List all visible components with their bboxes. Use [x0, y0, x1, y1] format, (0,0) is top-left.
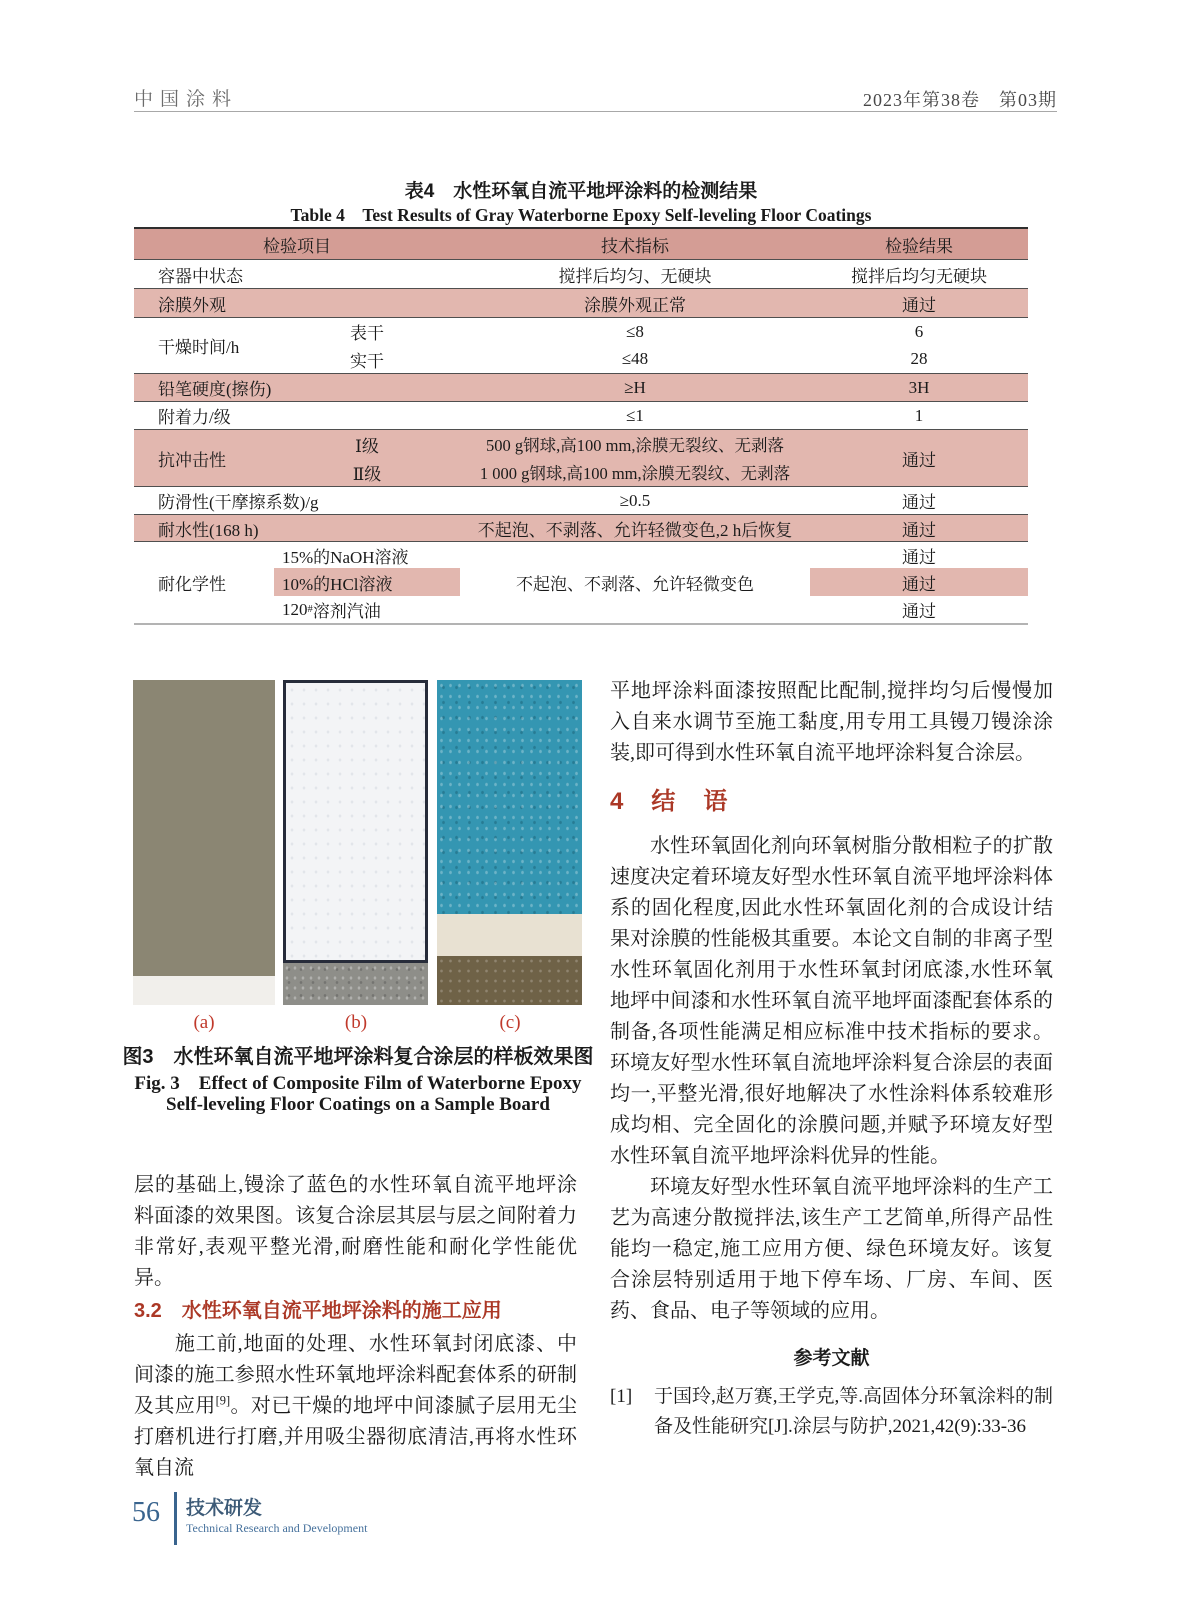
- right-paragraph-1: 水性环氧固化剂向环氧树脂分散相粒子的扩散速度决定着环境友好型水性环氧自流平地坪涂料体系的固化程度,因此水性环氧固化剂的合成设计结果对涂膜的性能极其重要。本论文自制的非离子型水性环氧固化剂用于水性环氧封闭底漆,水性环氧地坪中间漆和水性环氧自流平地坪面漆配套体系的制备,各项性能满足相应标准中技术指标的要求。环境友好型水性环氧自流地坪涂料复合涂层的表面均一,平整光滑,很好地解决了水性涂料体系较难形成均相、完全固化的涂膜问题,并赋予环境友好型水性环氧自流平地坪涂料优异的性能。: [610, 835, 1053, 1167]
- figure-caption-en-line2: Self-leveling Floor Coatings on a Sample Board: [166, 1094, 550, 1115]
- header-rule: [134, 111, 1057, 112]
- row-container-item: 容器中状态: [134, 259, 460, 288]
- row-chemical-result2: 通过: [810, 568, 1028, 596]
- row-container-spec: 搅拌后均匀、无硬块: [460, 259, 810, 288]
- right-paragraph-0: 平地坪涂料面漆按照配比配制,搅拌均匀后慢慢加入自来水调节至施工黏度,用专用工具镘刀镘涂涂装,即可得到水性环氧自流平地坪涂料复合涂层。: [610, 680, 1053, 764]
- right-column: [610, 676, 1053, 1442]
- col-header-result: 检验结果: [810, 229, 1028, 259]
- row-dry-result2: 28: [910, 349, 928, 368]
- row-pencil-item: 铅笔硬度(擦伤): [134, 373, 460, 401]
- section-heading-4: 4 结 语: [610, 788, 730, 815]
- issue-info: 2023年第38卷 第03期: [863, 90, 1057, 110]
- figure-caption-cn: 图3 水性环氧自流平地坪涂料复合涂层的样板效果图: [122, 1046, 594, 1068]
- sample-photo-a: [133, 680, 275, 1005]
- footer-divider: [174, 1492, 177, 1545]
- row-film-result: 通过: [810, 288, 1028, 317]
- row-chemical-sub1: 15%的NaOH溶液: [274, 541, 460, 568]
- row-chemical-result1: 通过: [810, 541, 1028, 568]
- left-paragraph-2: 施工前,地面的处理、水性环氧封闭底漆、中间漆的施工参照水性环氧地坪涂料配套体系的研制及其应用[9]。对已干燥的地坪中间漆腻子层用无尘打磨机进行打磨,并用吸尘器彻底清洁,再将水性环氧自流: [134, 1333, 578, 1479]
- row-water-item: 耐水性(168 h): [134, 514, 460, 541]
- col-header-item: 检验项目: [134, 229, 460, 259]
- figure-sample-boards: [133, 680, 582, 1005]
- row-antislip-item: 防滑性(干摩擦系数)/g: [134, 486, 460, 514]
- section-heading-3-2: 3.2 水性环氧自流平地坪涂料的施工应用: [134, 1300, 502, 1322]
- row-water-spec: 不起泡、不剥落、允许轻微变色,2 h后恢复: [460, 514, 810, 541]
- citation-9: [9]: [215, 1393, 231, 1408]
- photo-c-midcoat: [437, 914, 582, 956]
- row-dry-sub2: 实干: [350, 351, 384, 371]
- row-film-item: 涂膜外观: [134, 288, 460, 317]
- row-chemical-sub3: 120 # 溶剂汽油: [282, 599, 381, 621]
- row-impact-result: 通过: [810, 429, 1028, 486]
- row-pencil-spec: ≥H: [460, 373, 810, 401]
- journal-name: 中国涂料: [134, 89, 239, 110]
- footer-section-title-cn: 技术研发: [186, 1498, 263, 1519]
- row-pencil-result: 3H: [810, 373, 1028, 401]
- photo-label-c: (c): [499, 1012, 521, 1033]
- sample-photo-b: [283, 680, 428, 1005]
- sample-photo-c: [437, 680, 582, 1005]
- table-title-en: Table 4 Test Results of Gray Waterborne Epoxy Self-leveling Floor Coatings: [290, 205, 872, 225]
- page-number: 56: [132, 1497, 160, 1528]
- photo-label-a: (a): [193, 1012, 215, 1033]
- row-dry-sub1: 表干: [274, 317, 460, 345]
- row-chemical-spec: 不起泡、不剥落、允许轻微变色: [460, 541, 810, 623]
- row-impact-sub1: Ⅰ级: [274, 429, 460, 458]
- row-dry-item: 干燥时间/h: [134, 317, 274, 373]
- row-chemical-result3: 通过: [902, 602, 936, 621]
- photo-a-backdrop: [133, 976, 275, 1005]
- photo-b-white-board: [283, 680, 428, 963]
- photo-c-topcoat: [437, 680, 582, 914]
- reference-1-text: 于国玲,赵万赛,王学克,等.高固体分环氧涂料的制备及性能研究[J].涂层与防护,2021,42(9):33-36: [654, 1386, 1054, 1437]
- left-column: [134, 1170, 577, 1484]
- row-impact-spec2: 1 000 g钢球,高100 mm,涂膜无裂纹、无剥落: [460, 458, 810, 486]
- row-dry-spec2: ≤48: [621, 349, 649, 368]
- photo-b-concrete-strip: [283, 963, 428, 1005]
- row-container-result: 搅拌后均匀无硬块: [810, 259, 1028, 288]
- results-table: [134, 227, 1028, 625]
- reference-1-label: [1]: [610, 1386, 633, 1407]
- photo-label-b: (b): [344, 1012, 368, 1033]
- table-title-cn: 表4 水性环氧自流平地坪涂料的检测结果: [404, 181, 758, 202]
- row-adhesion-item: 附着力/级: [134, 401, 460, 429]
- row-adhesion-spec: ≤1: [460, 401, 810, 429]
- row-chemical-item: 耐化学性: [134, 541, 274, 623]
- photo-c-substrate: [437, 956, 582, 1005]
- reference-item-1: [610, 1382, 1053, 1442]
- row-adhesion-result: 1: [810, 401, 1028, 429]
- row-impact-spec1: 500 g钢球,高100 mm,涂膜无裂纹、无剥落: [460, 429, 810, 458]
- row-dry-result1: 6: [810, 317, 1028, 345]
- row-impact-item: 抗冲击性: [134, 429, 274, 486]
- figure-caption-en-line1: Fig. 3 Effect of Composite Film of Waterborne Epoxy: [134, 1073, 582, 1094]
- references-heading: 参考文献: [793, 1348, 870, 1369]
- row-antislip-spec: ≥0.5: [460, 486, 810, 514]
- row-chemical-sub2: 10%的HCl溶液: [274, 568, 460, 596]
- row-water-result: 通过: [810, 514, 1028, 541]
- footer-section-title-en: Technical Research and Development: [186, 1521, 368, 1535]
- row-dry-spec1: ≤8: [460, 317, 810, 345]
- row-film-spec: 涂膜外观正常: [460, 288, 810, 317]
- left-paragraph-1: 层的基础上,镘涂了蓝色的水性环氧自流平地坪涂料面漆的效果图。该复合涂层其层与层之间附着力非常好,表观平整光滑,耐磨性能和耐化学性能优异。: [134, 1174, 577, 1289]
- right-paragraph-2: 环境友好型水性环氧自流平地坪涂料的生产工艺为高速分散搅拌法,该生产工艺简单,所得产品性能均一稳定,施工应用方便、绿色环境友好。该复合涂层特别适用于地下停车场、厂房、车间、医药、食品、电子等领域的应用。: [610, 1176, 1053, 1322]
- row-antislip-result: 通过: [810, 486, 1028, 514]
- row-impact-sub2: Ⅱ级: [274, 458, 460, 486]
- col-header-spec: 技术指标: [460, 229, 810, 259]
